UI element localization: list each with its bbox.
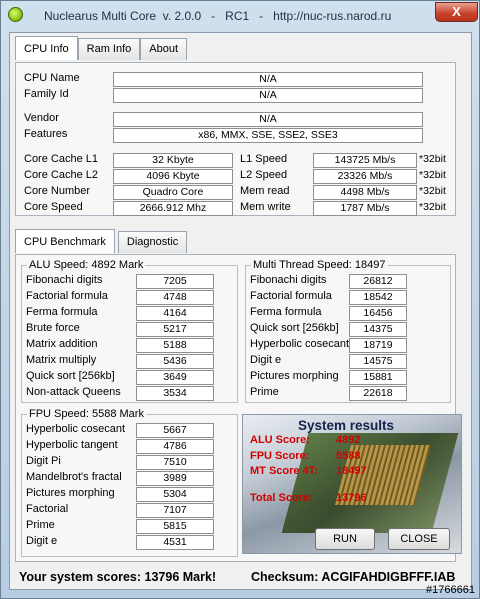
- fpu-row-value: 4786: [136, 439, 214, 454]
- multi-row-value: 22618: [349, 386, 407, 401]
- tab-diagnostic[interactable]: Diagnostic: [118, 231, 187, 253]
- alu-speed-title: ALU Speed: 4892 Mark: [29, 259, 144, 271]
- multi-row-label: Quick sort [256kb]: [250, 322, 339, 334]
- alu-row-value: 5188: [136, 338, 214, 353]
- close-button[interactable]: CLOSE: [388, 528, 450, 550]
- core-cache-l1-label: Core Cache L1: [24, 153, 98, 165]
- multi-row-value: 14375: [349, 322, 407, 337]
- tab-cpu-info[interactable]: CPU Info: [15, 36, 78, 60]
- fpu-row-value: 3989: [136, 471, 214, 486]
- alu-score-label: ALU Score:: [250, 434, 310, 446]
- run-button[interactable]: RUN: [315, 528, 375, 550]
- bench-tab-strip: [15, 231, 187, 253]
- core-cache-l2-label: Core Cache L2: [24, 169, 98, 181]
- checksum-text: Checksum: ACGIFAHDIGBFFF.IAB: [251, 570, 456, 584]
- l2-speed-value: 23326 Mb/s: [313, 169, 417, 184]
- multi-row-value: 18719: [349, 338, 407, 353]
- core-speed-label: Core Speed: [24, 201, 83, 213]
- alu-row-value: 5436: [136, 354, 214, 369]
- mem-read-label: Mem read: [240, 185, 290, 197]
- total-score-label: Total Score:: [250, 492, 313, 504]
- multi-row-label: Digit e: [250, 354, 282, 366]
- app-icon: [8, 7, 23, 22]
- alu-row-value: 5217: [136, 322, 214, 337]
- fpu-row-value: 5304: [136, 487, 214, 502]
- core-cache-l2-value: 4096 Kbyte: [113, 169, 233, 184]
- mem-write-label: Mem write: [240, 201, 291, 213]
- mem-read-value: 4498 Mb/s: [313, 185, 417, 200]
- multi-row-label: Hyperbolic cosecant: [250, 338, 350, 350]
- l1-speed-label: L1 Speed: [240, 153, 288, 165]
- multi-thread-speed-title: Multi Thread Speed: 18497: [253, 259, 386, 271]
- core-number-value: Quadro Core: [113, 185, 233, 200]
- l2-speed-label: L2 Speed: [240, 169, 288, 181]
- alu-row-label: Fibonachi digits: [26, 274, 103, 286]
- mt-score-label: MT Score 4T:: [250, 465, 318, 477]
- fpu-row-value: 5815: [136, 519, 214, 534]
- cpu-name-value: N/A: [113, 72, 423, 87]
- features-label: Features: [24, 128, 68, 140]
- mem-read-unit: *32bit: [419, 185, 446, 197]
- fpu-row-value: 7107: [136, 503, 214, 518]
- fpu-row-value: 7510: [136, 455, 214, 470]
- alu-score-value: 4892: [336, 434, 361, 446]
- top-tab-strip: [15, 38, 187, 60]
- l1-speed-unit: *32bit: [419, 153, 446, 165]
- l2-speed-unit: *32bit: [419, 169, 446, 181]
- status-bar: [9, 567, 464, 589]
- mem-write-value: 1787 Mb/s: [313, 201, 417, 216]
- fpu-row-label: Mandelbrot's fractal: [26, 471, 122, 483]
- total-score-value: 13796: [336, 492, 367, 504]
- alu-row-label: Quick sort [256kb]: [26, 370, 115, 382]
- multi-row-label: Pictures morphing: [250, 370, 339, 382]
- alu-row-value: 3534: [136, 386, 214, 401]
- alu-row-value: 4164: [136, 306, 214, 321]
- family-id-value: N/A: [113, 88, 423, 103]
- alu-group: [21, 259, 238, 403]
- fpu-row-label: Hyperbolic tangent: [26, 439, 118, 451]
- system-results-title: System results: [298, 418, 395, 433]
- title-bar[interactable]: [1, 1, 479, 31]
- mt-score-value: 18497: [336, 465, 367, 477]
- fpu-row-value: 5667: [136, 423, 214, 438]
- tab-about[interactable]: About: [140, 38, 187, 60]
- cpu-name-label: CPU Name: [24, 72, 80, 84]
- window-title: Nuclearus Multi Core v. 2.0.0 - RC1 - http://nuc-rus.narod.ru: [44, 9, 392, 23]
- fpu-row-label: Hyperbolic cosecant: [26, 423, 126, 435]
- alu-row-label: Non-attack Queens: [26, 386, 121, 398]
- alu-row-label: Ferma formula: [26, 306, 98, 318]
- fpu-row-label: Prime: [26, 519, 55, 531]
- core-cache-l1-value: 32 Kbyte: [113, 153, 233, 168]
- fpu-row-label: Factorial: [26, 503, 69, 515]
- multi-row-value: 26812: [349, 274, 407, 289]
- multi-row-label: Fibonachi digits: [250, 274, 327, 286]
- vendor-label: Vendor: [24, 112, 59, 124]
- alu-row-label: Brute force: [26, 322, 80, 334]
- core-number-label: Core Number: [24, 185, 91, 197]
- multi-row-value: 15881: [349, 370, 407, 385]
- features-value: x86, MMX, SSE, SSE2, SSE3: [113, 128, 423, 143]
- window-close-button[interactable]: X: [435, 2, 478, 22]
- fpu-row-label: Pictures morphing: [26, 487, 115, 499]
- alu-row-value: 3649: [136, 370, 214, 385]
- tab-ram-info[interactable]: Ram Info: [78, 38, 141, 60]
- system-results-panel: [242, 414, 462, 554]
- multi-row-value: 14575: [349, 354, 407, 369]
- multi-row-label: Factorial formula: [250, 290, 332, 302]
- tab-cpu-benchmark[interactable]: CPU Benchmark: [15, 229, 115, 253]
- multi-row-label: Prime: [250, 386, 279, 398]
- alu-row-label: Matrix multiply: [26, 354, 97, 366]
- fpu-group: [21, 408, 238, 557]
- alu-row-label: Factorial formula: [26, 290, 108, 302]
- mem-write-unit: *32bit: [419, 201, 446, 213]
- alu-row-value: 7205: [136, 274, 214, 289]
- vendor-value: N/A: [113, 112, 423, 127]
- cpu-info-panel: [15, 62, 456, 216]
- multi-thread-group: [245, 259, 451, 403]
- family-id-label: Family Id: [24, 88, 69, 100]
- fpu-speed-title: FPU Speed: 5588 Mark: [29, 408, 144, 420]
- fpu-score-label: FPU Score:: [250, 450, 310, 462]
- watermark-text: #1766661: [426, 584, 475, 596]
- fpu-score-value: 5588: [336, 450, 361, 462]
- alu-row-label: Matrix addition: [26, 338, 98, 350]
- multi-row-label: Ferma formula: [250, 306, 322, 318]
- fpu-row-label: Digit e: [26, 535, 58, 547]
- fpu-row-value: 4531: [136, 535, 214, 550]
- l1-speed-value: 143725 Mb/s: [313, 153, 417, 168]
- client-area: [9, 32, 472, 590]
- multi-row-value: 18542: [349, 290, 407, 305]
- fpu-row-label: Digit Pi: [26, 455, 61, 467]
- multi-row-value: 16456: [349, 306, 407, 321]
- alu-row-value: 4748: [136, 290, 214, 305]
- system-scores-text: Your system scores: 13796 Mark!: [19, 570, 217, 584]
- core-speed-value: 2666.912 Mhz: [113, 201, 233, 216]
